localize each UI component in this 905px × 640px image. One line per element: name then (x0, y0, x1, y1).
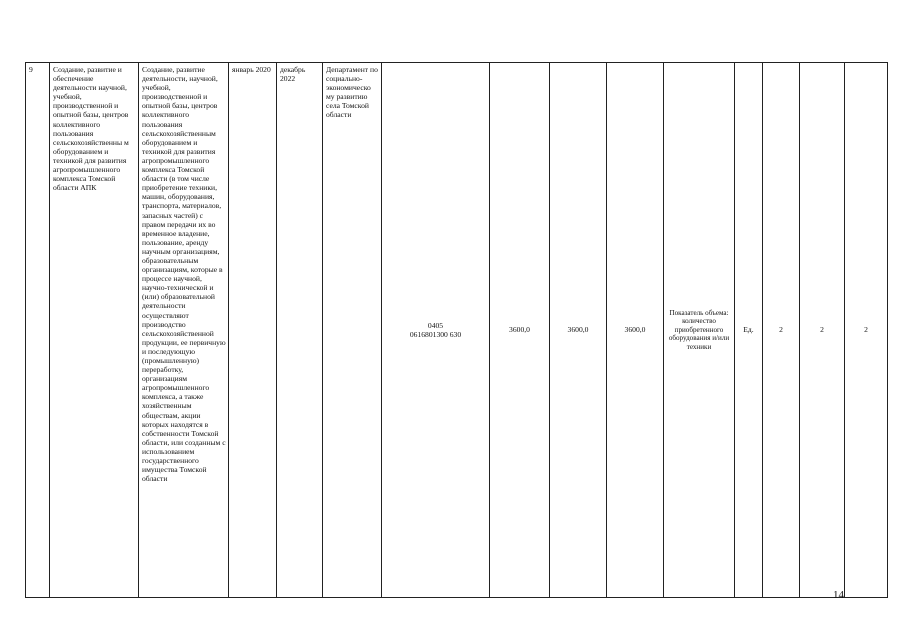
end-date: декабрь 2022 (280, 65, 306, 84)
end-date-cell (277, 63, 323, 598)
amount-total: 3600,0 (509, 325, 530, 335)
page-number: 14 (833, 589, 844, 601)
value-1-cell (763, 63, 800, 598)
budget-code-cell (382, 63, 490, 598)
start-date: январь 2020 (232, 65, 271, 74)
event-description: Создание, развитие деятельности, научной, учебной, производственной и опытной базы, центров коллективного пользования сельскохозяйственным оборудованием и техникой для развития агропромышленного комплекса Томской области (в том числе приобретение техники, машин, оборудования, транспорта, материалов, запасных частей) с правом передачи их во временное владение, пользование, аренду научным организациям, образовательным организациям, которые в процессе научной, научно-технической и (или) образовательной деятельности осуществляют производство сельскохозяйственной продукции, ее первичную и последующую (промышленную) переработку, организациям агропромышленного комплекса, а также хозяйственным обществам, акции которых находятся в собственности Томской области, или созданным с использованием государственного имущества Томской области (142, 65, 226, 484)
executor-cell (323, 63, 382, 598)
event-name-cell (50, 63, 139, 598)
value-3: 2 (864, 325, 868, 335)
amount-total-cell (490, 63, 550, 598)
value-3-cell (845, 63, 888, 598)
event-name: Создание, развитие и обеспечение деятельности научной, учебной, производственной и опытной базы, центров коллективного пользования сельскохозяйственны м оборудованием и техникой для развития агропромышленного комплекса Томской области АПК (53, 65, 129, 193)
value-1: 2 (779, 325, 783, 335)
value-2-cell (800, 63, 845, 598)
start-date-cell (229, 63, 277, 598)
indicator-cell (664, 63, 735, 598)
budget-code: 0405 0616801300 630 (409, 320, 462, 339)
program-table (25, 62, 888, 598)
unit-cell (735, 63, 763, 598)
table-row (26, 63, 888, 598)
unit: Ед. (743, 325, 754, 335)
amount-3: 3600,0 (624, 325, 646, 335)
amount-2: 3600,0 (567, 325, 589, 335)
value-2: 2 (820, 325, 824, 335)
amount-3-cell (607, 63, 664, 598)
row-number-cell (26, 63, 50, 598)
indicator: Показатель объема: количество приобретенного оборудования и/или техники (668, 308, 730, 351)
event-description-cell (139, 63, 229, 598)
amount-2-cell (550, 63, 607, 598)
executor: Департамент по социально-экономическо му развитию села Томской области (326, 65, 378, 120)
row-number: 9 (29, 65, 33, 74)
